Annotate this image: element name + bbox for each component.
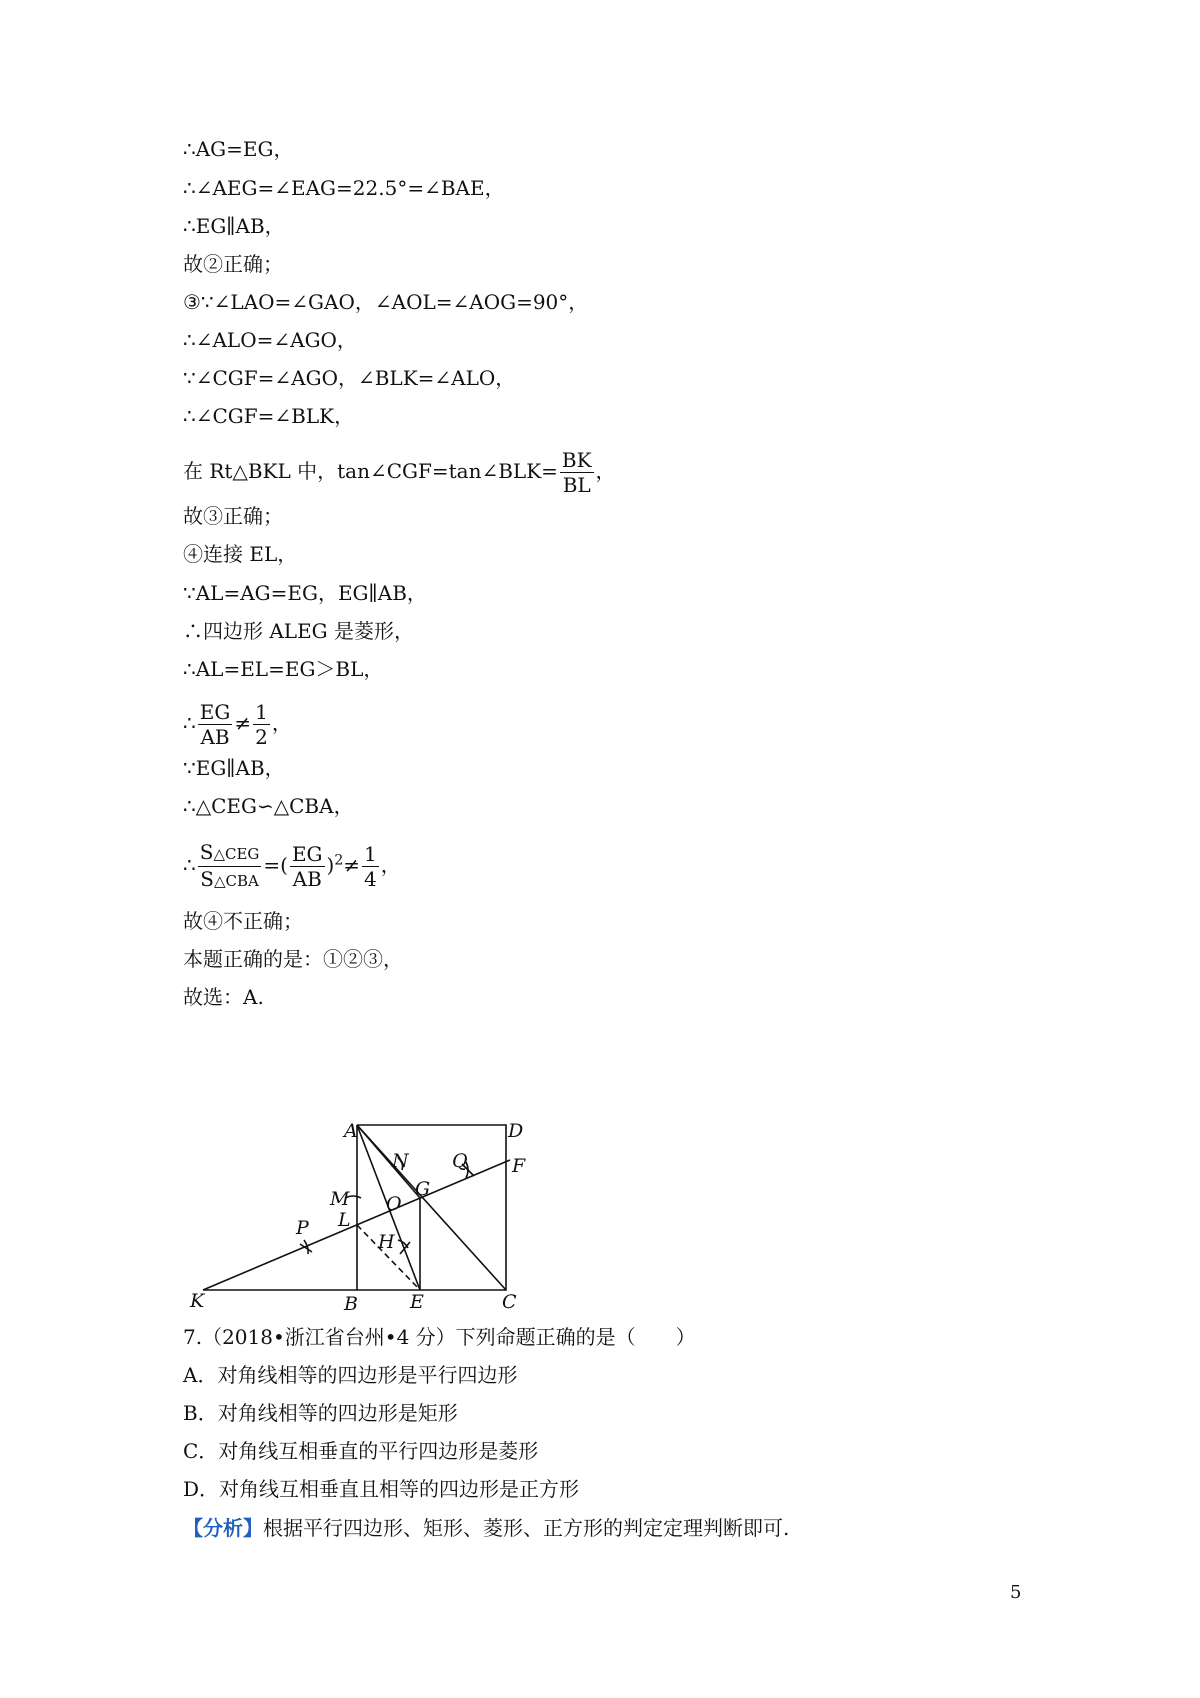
area-symbol: S xyxy=(200,867,214,891)
text-segment: 在 Rt△BKL 中，tan∠CGF=tan∠BLK= xyxy=(183,459,558,483)
segment-AG xyxy=(357,1125,420,1198)
text-line: ∴AL=EL=EG＞BL， xyxy=(183,657,384,681)
fraction-numerator: BK xyxy=(561,448,592,472)
text-line: ∴∠CGF=∠BLK， xyxy=(183,404,355,428)
label-B: B xyxy=(344,1293,358,1310)
label-K: K xyxy=(190,1290,205,1310)
fraction-numerator: 1 xyxy=(255,700,268,724)
option-a: A．对角线相等的四边形是平行四边形 xyxy=(183,1363,518,1387)
label-F: F xyxy=(512,1155,526,1177)
option-d: D．对角线互相垂直且相等的四边形是正方形 xyxy=(183,1477,580,1501)
analysis-line xyxy=(183,1515,789,1541)
text-line: ∴EG∥AB， xyxy=(183,214,285,238)
text-line-fraction xyxy=(183,448,616,497)
text-line: 故③正确； xyxy=(183,504,283,528)
text-segment: =( xyxy=(263,853,288,877)
fraction xyxy=(560,448,594,497)
label-M: M xyxy=(330,1188,350,1210)
text-segment: ， xyxy=(595,459,616,483)
text-line: ∵∠CGF=∠AGO，∠BLK=∠ALO， xyxy=(183,366,516,390)
text-line: 故④不正确； xyxy=(183,909,303,933)
text-line: 故选：A. xyxy=(183,985,264,1009)
area-symbol: S xyxy=(199,840,214,864)
text-line: ∴AG=EG， xyxy=(183,137,294,161)
geometry-figure xyxy=(180,1105,540,1310)
analysis-text: 根据平行四边形、矩形、菱形、正方形的判定定理判断即可. xyxy=(263,1516,790,1540)
text-line: ∴∠AEG=∠EAG=22.5°=∠BAE， xyxy=(183,176,505,200)
text-line: ∴△CEG∽△CBA， xyxy=(183,794,354,818)
text-segment: ) xyxy=(326,853,335,877)
question-stem: 7.（2018•浙江省台州•4 分）下列命题正确的是（ ） xyxy=(183,1325,696,1349)
fraction-denominator: BL xyxy=(562,473,591,497)
superscript: 2 xyxy=(334,852,344,869)
label-Q: Q xyxy=(452,1150,468,1172)
text-segment: ∴ xyxy=(183,711,196,735)
fraction-numerator: 1 xyxy=(364,842,377,866)
label-O: O xyxy=(386,1193,402,1215)
text-segment: ∴ xyxy=(183,853,196,877)
fraction-denominator: 4 xyxy=(364,867,377,891)
subscript: △CBA xyxy=(213,872,259,890)
analysis-tag: 【分析】 xyxy=(183,1516,263,1540)
label-H: H xyxy=(378,1231,395,1253)
label-L: L xyxy=(338,1209,351,1231)
label-G: G xyxy=(415,1178,431,1200)
text-line-fraction xyxy=(183,700,292,749)
option-b: B．对角线相等的四边形是矩形 xyxy=(183,1401,458,1425)
label-P: P xyxy=(296,1217,309,1239)
fraction-denominator: AB xyxy=(292,867,322,891)
fraction xyxy=(198,840,262,893)
text-line: ∴∠ALO=∠AGO， xyxy=(183,328,357,352)
text-segment: ， xyxy=(271,711,292,735)
text-line: ③∵∠LAO=∠GAO，∠AOL=∠AOG=90°， xyxy=(183,290,589,314)
label-C: C xyxy=(502,1291,517,1310)
text-line: ∵EG∥AB， xyxy=(183,756,285,780)
text-line: 本题正确的是：①②③， xyxy=(183,947,403,971)
fraction-denominator: 2 xyxy=(255,725,268,749)
page-number: 5 xyxy=(1010,1582,1022,1603)
text-segment: ， xyxy=(380,853,401,877)
text-line: ∵AL=AG=EG，EG∥AB， xyxy=(183,581,427,605)
option-c: C．对角线互相垂直的平行四边形是菱形 xyxy=(183,1439,539,1463)
label-N: N xyxy=(392,1150,409,1172)
label-A: A xyxy=(344,1120,358,1142)
fraction-numerator: EG xyxy=(199,700,231,724)
text-line: ∴四边形 ALEG 是菱形， xyxy=(183,619,415,643)
fraction xyxy=(198,700,233,749)
label-D: D xyxy=(508,1120,524,1142)
fraction-numerator: EG xyxy=(291,842,323,866)
fraction-denominator xyxy=(198,867,262,893)
fraction xyxy=(253,700,270,749)
text-line: 故②正确； xyxy=(183,252,283,276)
fraction-numerator xyxy=(198,840,262,867)
not-equal-sign: ≠ xyxy=(343,853,361,877)
fraction xyxy=(362,842,379,891)
text-line-fraction xyxy=(183,840,401,893)
subscript: △CEG xyxy=(213,845,260,863)
text-line: ④连接 EL， xyxy=(183,542,298,566)
fraction xyxy=(290,842,325,891)
fraction-denominator: AB xyxy=(200,725,230,749)
not-equal-sign: ≠ xyxy=(234,711,252,735)
label-E: E xyxy=(410,1291,424,1310)
